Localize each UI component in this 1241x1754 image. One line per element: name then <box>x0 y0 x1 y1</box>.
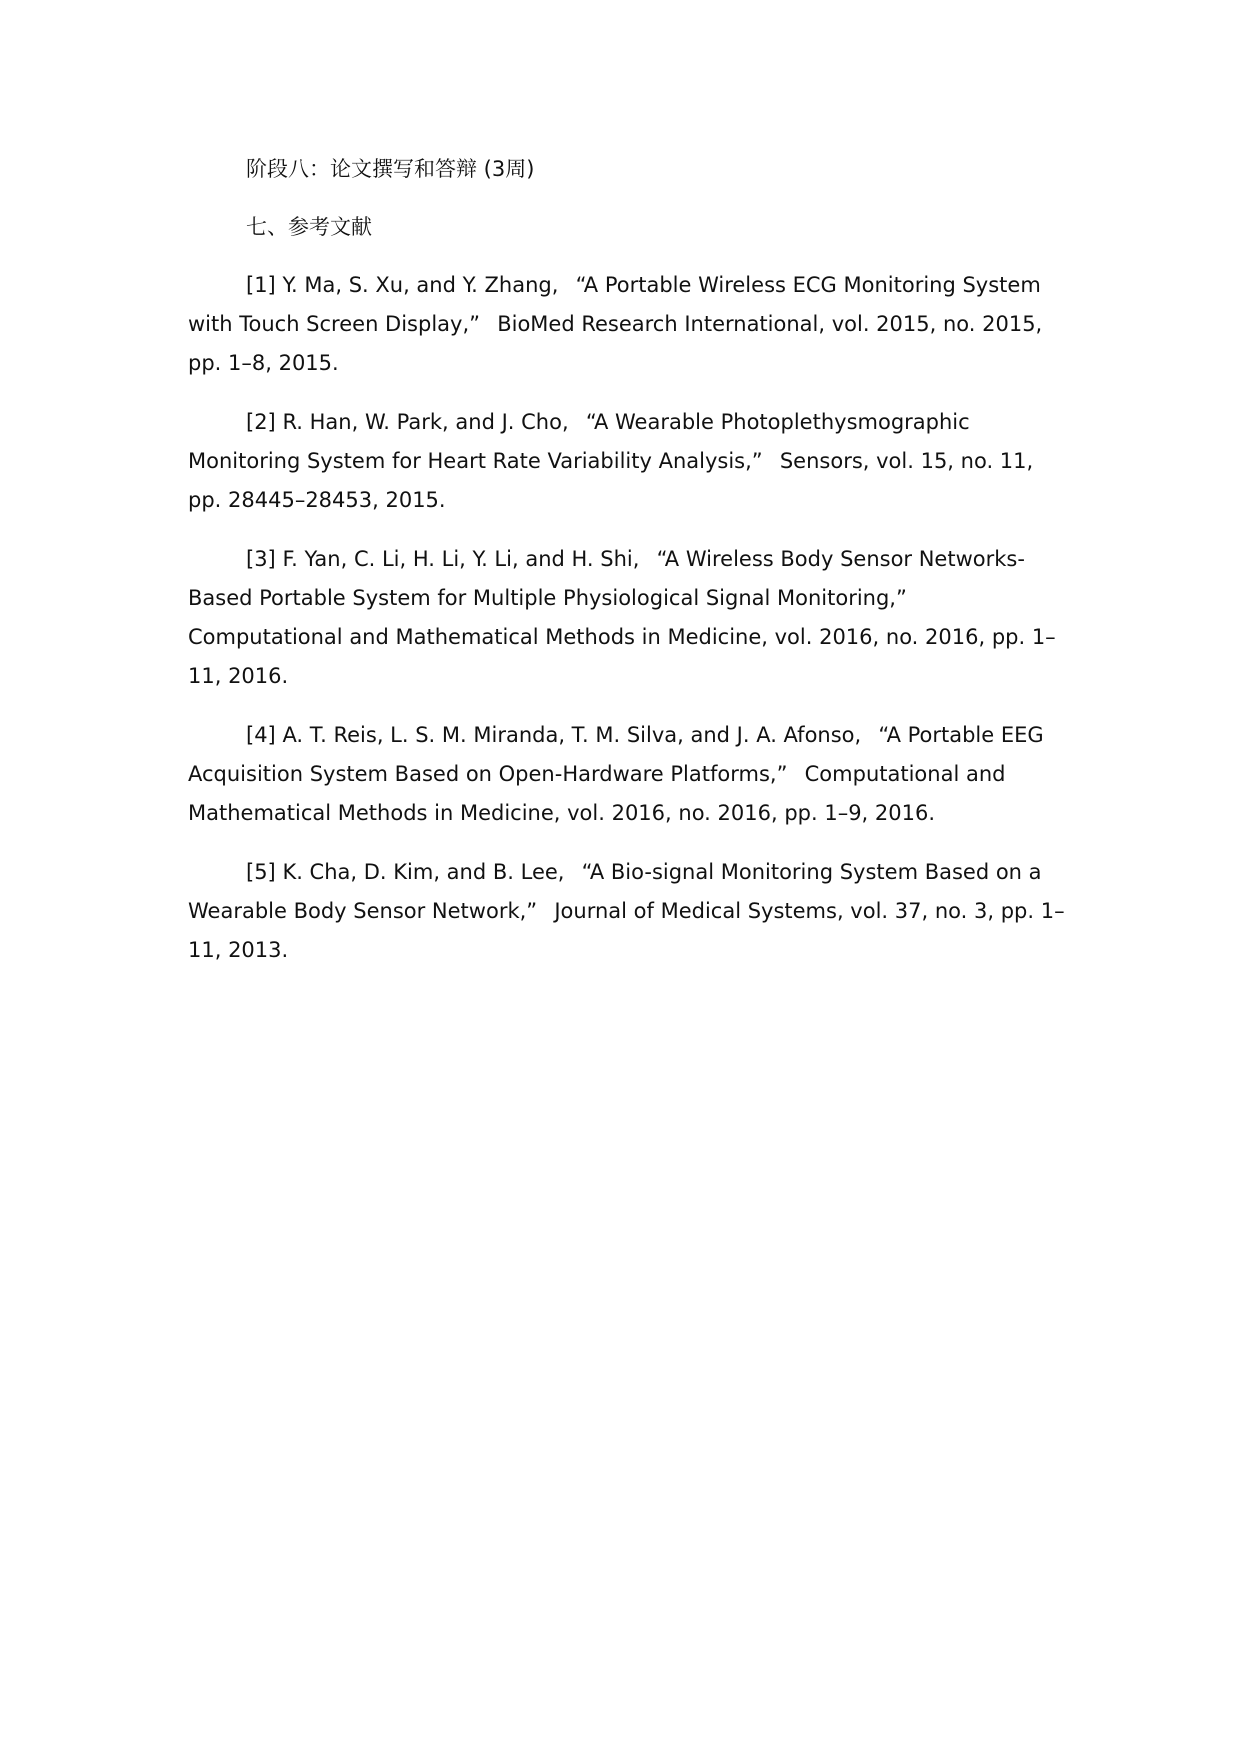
reference-authors: K. Cha, D. Kim, and B. Lee, <box>282 860 565 884</box>
reference-source: Computational and Mathematical Methods in Medicine, vol. 2016, no. 2016, pp. 1–9, 2016. <box>188 762 1006 825</box>
reference-source: Computational and Mathematical Methods in Medicine, vol. 2016, no. 2016, pp. 1–11, 2016. <box>188 625 1056 688</box>
reference-title: “A Bio-signal Monitoring System Based on a Wearable Body Sensor Network,” <box>188 860 1042 923</box>
reference-title: “A Portable Wireless ECG Monitoring System with Touch Screen Display,” <box>188 273 1041 336</box>
stage-eight-line: 阶段八：论文撰写和答辩 (3周) <box>246 157 535 181</box>
reference-item <box>188 853 1068 970</box>
reference-source: Sensors, vol. 15, no. 11, pp. 28445–28453, 2015. <box>188 449 1034 512</box>
reference-authors: A. T. Reis, L. S. M. Miranda, T. M. Silva, and J. A. Afonso, <box>282 723 862 747</box>
reference-number: [2] <box>246 410 276 434</box>
reference-item <box>188 540 1068 696</box>
reference-item <box>188 403 1068 520</box>
page-content <box>188 150 1068 990</box>
reference-number: [3] <box>246 547 276 571</box>
reference-number: [4] <box>246 723 276 747</box>
reference-number: [5] <box>246 860 276 884</box>
section-heading-references: 七、参考文献 <box>246 215 372 239</box>
reference-source: Journal of Medical Systems, vol. 37, no. 3, pp. 1–11, 2013. <box>188 899 1065 962</box>
reference-authors: R. Han, W. Park, and J. Cho, <box>282 410 569 434</box>
reference-item <box>188 266 1068 383</box>
reference-authors: Y. Ma, S. Xu, and Y. Zhang, <box>282 273 559 297</box>
reference-title: “A Wearable Photoplethysmographic Monitoring System for Heart Rate Variability Analysis,” <box>188 410 970 473</box>
reference-source: BioMed Research International, vol. 2015, no. 2015, pp. 1–8, 2015. <box>188 312 1043 375</box>
reference-title: “A Portable EEG Acquisition System Based on Open-Hardware Platforms,” <box>188 723 1044 786</box>
reference-authors: F. Yan, C. Li, H. Li, Y. Li, and H. Shi, <box>282 547 640 571</box>
reference-number: [1] <box>246 273 276 297</box>
reference-title: “A Wireless Body Sensor Networks-Based Portable System for Multiple Physiological Signal Monitoring,” <box>188 547 1025 610</box>
reference-item <box>188 716 1068 833</box>
